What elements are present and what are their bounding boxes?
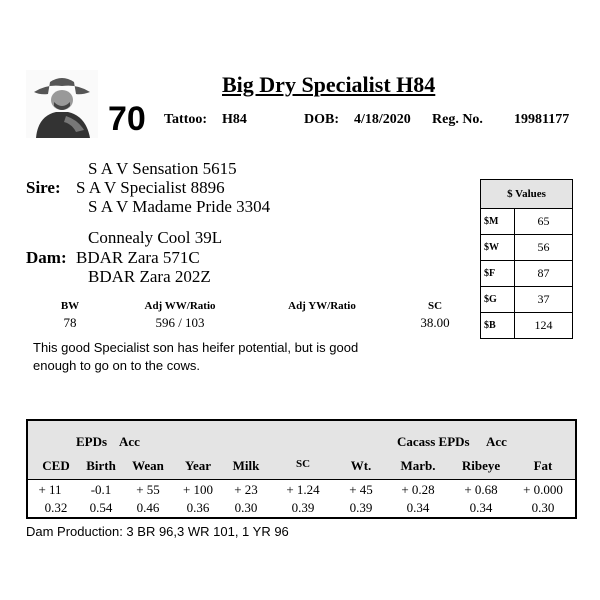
sire-label: Sire: [26, 178, 61, 197]
cowboy-photo-icon [26, 70, 98, 138]
dob-value: 4/18/2020 [354, 112, 411, 127]
dollar-row [481, 261, 572, 287]
carcass-acc-label: Acc [486, 434, 507, 449]
epd-col-wean: Wean [132, 458, 164, 473]
sc-label: SC [427, 300, 443, 312]
bw-label: BW [60, 300, 80, 312]
carcass-group-label: Cacass EPDs [397, 434, 470, 449]
yw-label: Adj YW/Ratio [288, 300, 356, 312]
epd-col-sc: SC [295, 458, 311, 470]
epd-acc: 0.32 [44, 500, 68, 515]
dam-production: Dam Production: 3 BR 96,3 WR 101, 1 YR 96 [26, 524, 289, 539]
reg-value: 19981177 [514, 112, 570, 127]
ww-value: 596 / 103 [155, 315, 205, 330]
dollar-value: 37 [537, 292, 550, 306]
epd-col-milk: Milk [232, 458, 260, 473]
epd-acc: 0.54 [89, 500, 113, 515]
sire-sire: S A V Sensation 5615 [88, 159, 237, 178]
epd-acc: 0.46 [136, 500, 160, 515]
dollar-value: 87 [537, 266, 550, 280]
epd-acc: 0.34 [469, 500, 493, 515]
reg-label: Reg. No. [432, 112, 483, 127]
epd-table [26, 419, 577, 519]
sire-dam: S A V Madame Pride 3304 [88, 197, 271, 216]
epd-acc-label: Acc [119, 434, 140, 449]
epd-acc: 0.30 [531, 500, 555, 515]
dam-label: Dam: [26, 248, 67, 267]
epd-value: + 1.24 [286, 482, 320, 497]
ww-label: Adj WW/Ratio [144, 300, 216, 312]
dollar-row [481, 209, 572, 235]
epd-value: + 45 [349, 482, 373, 497]
dollar-value: 56 [537, 240, 550, 254]
dollar-row [481, 235, 572, 261]
epd-acc: 0.39 [349, 500, 373, 515]
epd-acc: 0.34 [406, 500, 430, 515]
dollar-values-title: $ Values [481, 180, 572, 209]
epd-col-ced: CED [42, 458, 70, 473]
epd-group-label: EPDs [76, 434, 108, 449]
dam-name: BDAR Zara 571C [76, 248, 200, 267]
dollar-row [481, 313, 572, 338]
epd-acc: 0.39 [291, 500, 315, 515]
dollar-value: 124 [534, 318, 553, 332]
dollar-values-table [480, 179, 573, 339]
dollar-label: $W [481, 235, 515, 260]
tattoo-label: Tattoo: [164, 112, 208, 127]
dob-label: DOB: [304, 112, 339, 127]
epd-col-birth: Birth [86, 458, 116, 473]
description: This good Specialist son has heifer potential, but is good enough to go on to the cows. [33, 340, 359, 373]
epd-col-year: Year [185, 458, 211, 473]
dollar-value: 65 [537, 214, 550, 228]
bw-value: 78 [63, 315, 77, 330]
epd-col-wt: Wt. [350, 458, 372, 473]
lot-number: 70 [108, 100, 146, 138]
sc-value: 38.00 [420, 315, 450, 330]
epd-value: + 11 [38, 482, 62, 497]
dollar-row [481, 287, 572, 313]
epd-value: + 100 [182, 482, 214, 497]
epd-col-ribeye: Ribeye [461, 458, 501, 473]
tattoo-value: H84 [222, 112, 247, 127]
epd-value: + 23 [234, 482, 258, 497]
dollar-label: $F [481, 261, 515, 286]
dam-dam: BDAR Zara 202Z [88, 267, 211, 286]
epd-acc: 0.36 [186, 500, 210, 515]
epd-value: -0.1 [90, 482, 112, 497]
dollar-label: $G [481, 287, 515, 312]
epd-col-marb: Marb. [400, 458, 436, 473]
dollar-label: $B [481, 313, 515, 338]
epd-value: + 0.28 [401, 482, 435, 497]
epd-value: + 0.68 [464, 482, 498, 497]
epd-value: + 0.000 [523, 482, 563, 497]
bull-title: Big Dry Specialist H84 [222, 72, 436, 97]
epd-col-fat: Fat [533, 458, 553, 473]
epd-value: + 55 [136, 482, 160, 497]
epd-acc: 0.30 [234, 500, 258, 515]
sire-name: S A V Specialist 8896 [76, 178, 225, 197]
dollar-label: $M [481, 209, 515, 234]
dam-sire: Connealy Cool 39L [88, 228, 223, 247]
